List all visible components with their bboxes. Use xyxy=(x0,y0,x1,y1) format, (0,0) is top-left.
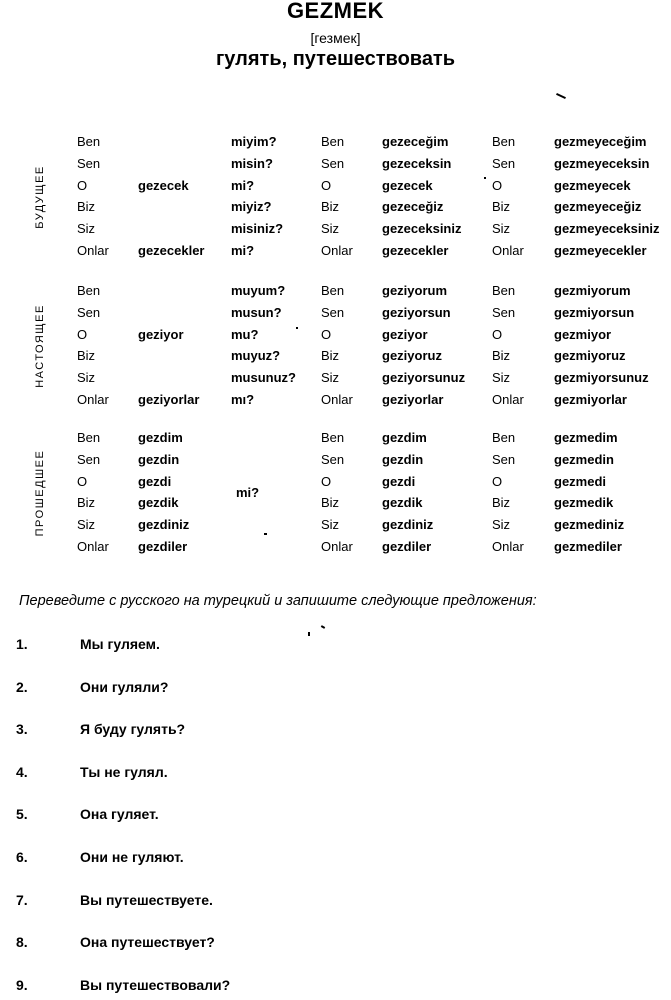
negative-form: gezmedik xyxy=(554,495,614,511)
exercise-number: 2. xyxy=(16,678,28,695)
negative-form: gezmiyor xyxy=(554,326,612,342)
pronoun-negative: Biz xyxy=(492,348,511,364)
question-particle: musunuz? xyxy=(231,370,296,386)
negative-form: gezmediniz xyxy=(554,517,625,533)
stem-form: geziyorlar xyxy=(138,392,200,407)
scan-speck xyxy=(321,625,325,629)
pronoun-affirmative: Biz xyxy=(321,348,340,364)
exercise-number: 5. xyxy=(16,806,28,823)
pronoun-affirmative: Onlar xyxy=(321,539,353,554)
pronoun-negative: Siz xyxy=(492,370,511,386)
pronoun-negative: Biz xyxy=(492,199,511,215)
pronoun: Ben xyxy=(77,134,101,149)
question-particle: misin? xyxy=(231,155,273,171)
pronoun: Biz xyxy=(77,348,96,364)
exercise-sentence: Вы путешествуете. xyxy=(80,891,213,908)
tense-label: НАСТОЯЩЕЕ xyxy=(34,303,46,388)
pronoun-negative: Onlar xyxy=(492,243,524,258)
pronoun: Onlar xyxy=(77,539,109,554)
pronoun-affirmative: Onlar xyxy=(321,243,353,258)
pronoun-negative: Ben xyxy=(492,134,516,149)
exercise-number: 9. xyxy=(16,976,28,993)
tense-label: БУДУЩЕЕ xyxy=(34,164,46,229)
exercise-sentence: Они гуляли? xyxy=(80,678,169,695)
exercise-number: 3. xyxy=(16,721,28,738)
affirmative-form: gezeceksin xyxy=(382,155,452,171)
question-particle: muyuz? xyxy=(231,348,281,364)
pronoun-negative: Sen xyxy=(492,155,516,171)
negative-form: gezmiyoruz xyxy=(554,348,626,364)
exercise-sentence: Вы путешествовали? xyxy=(80,976,231,993)
stem-form: gezecekler xyxy=(138,243,205,258)
exercise-number: 4. xyxy=(16,763,28,780)
question-particle: misiniz? xyxy=(231,221,284,237)
pronoun-negative: Onlar xyxy=(492,392,524,407)
pronoun-affirmative: Ben xyxy=(321,134,345,149)
pronoun: O xyxy=(77,177,88,193)
pronoun: Onlar xyxy=(77,392,109,407)
pronoun-affirmative: O xyxy=(321,177,332,193)
negative-form: gezmeyeceksin xyxy=(554,155,650,171)
pronoun-affirmative: O xyxy=(321,326,332,342)
pronoun-negative: Ben xyxy=(492,430,516,445)
pronoun: Siz xyxy=(77,370,96,386)
question-particle: muyum? xyxy=(231,283,286,298)
affirmative-form: geziyorsun xyxy=(382,304,451,320)
scan-speck xyxy=(264,533,267,535)
negative-form: gezmeyeceğiz xyxy=(554,199,642,215)
pronoun-negative: Sen xyxy=(492,451,516,467)
affirmative-form: geziyoruz xyxy=(382,348,442,364)
pronoun: Siz xyxy=(77,517,96,533)
exercise-sentence: Я буду гулять? xyxy=(80,721,186,738)
affirmative-form: gezeceksiniz xyxy=(382,221,462,237)
question-particle: mı? xyxy=(231,392,255,407)
stem-form: gezdin xyxy=(138,451,180,467)
stem-form: gezdim xyxy=(138,430,183,445)
question-particle: mi? xyxy=(231,243,255,258)
affirmative-form: gezdiniz xyxy=(382,517,434,533)
pronoun-negative: O xyxy=(492,473,503,489)
affirmative-form: gezdim xyxy=(382,430,427,445)
negative-form: gezmeyeceksiniz xyxy=(554,221,660,237)
pronoun-negative: Siz xyxy=(492,517,511,533)
affirmative-form: geziyorlar xyxy=(382,392,444,407)
pronoun-affirmative: Ben xyxy=(321,283,345,298)
negative-form: gezmediler xyxy=(554,539,622,554)
affirmative-form: gezdin xyxy=(382,451,424,467)
pronoun-negative: Onlar xyxy=(492,539,524,554)
affirmative-form: gezeceğiz xyxy=(382,199,444,215)
affirmative-form: gezecek xyxy=(382,177,433,193)
negative-form: gezmiyorlar xyxy=(554,392,627,407)
negative-form: gezmeyecekler xyxy=(554,243,647,258)
scan-speck xyxy=(296,327,298,329)
negative-form: gezmiyorsun xyxy=(554,304,635,320)
exercise-sentence: Ты не гулял. xyxy=(80,763,168,780)
exercise-number: 8. xyxy=(16,934,28,951)
tense-label: ПРОШЕДШЕЕ xyxy=(34,449,46,536)
pronoun-negative: O xyxy=(492,326,503,342)
stem-form: gezdiniz xyxy=(138,517,190,533)
pronoun: O xyxy=(77,473,88,489)
scan-speck xyxy=(556,93,566,99)
pronoun-negative: Biz xyxy=(492,495,511,511)
affirmative-form: gezeceğim xyxy=(382,134,449,149)
negative-form: gezmeyecek xyxy=(554,177,631,193)
exercise-number: 6. xyxy=(16,849,28,865)
pronoun: Ben xyxy=(77,430,101,445)
affirmative-form: gezdi xyxy=(382,473,416,489)
pronoun-affirmative: Biz xyxy=(321,199,340,215)
affirmative-form: gezdiler xyxy=(382,539,432,554)
pronoun: Biz xyxy=(77,495,96,511)
verb-translation: гулять, путешествовать xyxy=(215,48,456,70)
negative-form: gezmiyorum xyxy=(554,283,631,298)
affirmative-form: geziyor xyxy=(382,326,428,342)
scan-speck xyxy=(484,177,486,179)
pronoun-affirmative: Siz xyxy=(321,517,340,533)
pronoun: Biz xyxy=(77,199,96,215)
exercise-sentence: Они не гуляют. xyxy=(80,849,184,865)
affirmative-form: gezecekler xyxy=(382,243,449,258)
affirmative-form: geziyorum xyxy=(382,283,448,298)
pronoun: Sen xyxy=(77,155,101,171)
verb-title: GEZMEK xyxy=(286,0,385,23)
pronoun: Sen xyxy=(77,304,101,320)
pronoun-affirmative: Siz xyxy=(321,221,340,237)
verb-transcription: [гезмек] xyxy=(310,30,361,46)
stem-form: gezdiler xyxy=(138,539,188,554)
negative-form: gezmeyeceğim xyxy=(554,134,647,149)
question-particle: mi? xyxy=(231,177,255,193)
stem-form: gezdik xyxy=(138,495,179,511)
exercise-number: 7. xyxy=(16,891,28,908)
negative-form: gezmedi xyxy=(554,473,607,489)
pronoun: O xyxy=(77,326,88,342)
affirmative-form: geziyorsunuz xyxy=(382,370,466,386)
pronoun-affirmative: O xyxy=(321,473,332,489)
negative-form: gezmiyorsunuz xyxy=(554,370,649,386)
pronoun: Siz xyxy=(77,221,96,237)
scan-speck xyxy=(308,632,310,636)
stem-form: gezdi xyxy=(138,473,172,489)
negative-form: gezmedim xyxy=(554,430,618,445)
question-particle: mi? xyxy=(236,484,260,500)
pronoun-negative: Siz xyxy=(492,221,511,237)
pronoun-affirmative: Ben xyxy=(321,430,345,445)
exercise-sentence: Мы гуляем. xyxy=(80,636,160,652)
exercise-sentence: Она гуляет. xyxy=(80,806,159,823)
stem-form: gezecek xyxy=(138,177,189,193)
pronoun-affirmative: Onlar xyxy=(321,392,353,407)
pronoun-affirmative: Sen xyxy=(321,304,345,320)
exercise-sentence: Она путешествует? xyxy=(80,934,215,951)
pronoun: Ben xyxy=(77,283,101,298)
pronoun-affirmative: Sen xyxy=(321,451,345,467)
pronoun-negative: O xyxy=(492,177,503,193)
pronoun-affirmative: Siz xyxy=(321,370,340,386)
exercise-instruction: Переведите с русского на турецкий и запишите следующие предложения: xyxy=(19,593,537,609)
pronoun: Sen xyxy=(77,451,101,467)
pronoun-affirmative: Sen xyxy=(321,155,345,171)
exercise-number: 1. xyxy=(16,636,28,652)
negative-form: gezmedin xyxy=(554,451,614,467)
question-particle: miyim? xyxy=(231,134,277,149)
affirmative-form: gezdik xyxy=(382,495,423,511)
pronoun-negative: Ben xyxy=(492,283,516,298)
question-particle: musun? xyxy=(231,304,282,320)
pronoun: Onlar xyxy=(77,243,109,258)
pronoun-negative: Sen xyxy=(492,304,516,320)
question-particle: miyiz? xyxy=(231,199,272,215)
stem-form: geziyor xyxy=(138,326,184,342)
pronoun-affirmative: Biz xyxy=(321,495,340,511)
question-particle: mu? xyxy=(231,326,259,342)
